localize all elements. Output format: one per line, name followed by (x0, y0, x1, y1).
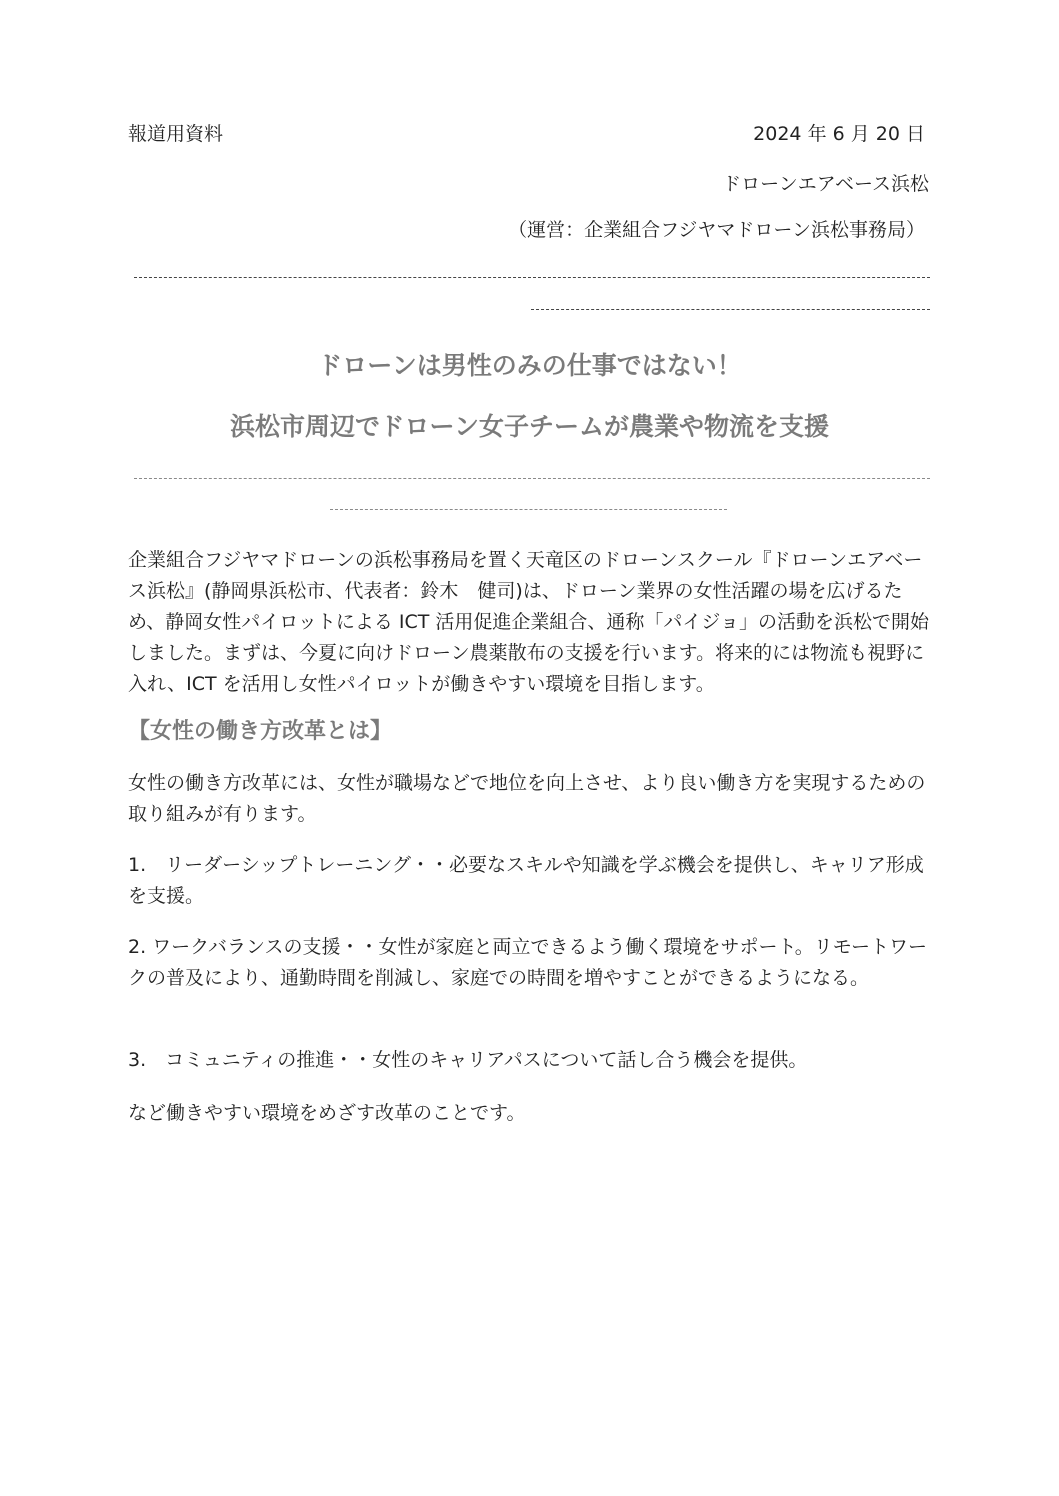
release-date: 2024 年 6 月 20 日 (753, 123, 925, 145)
headline-main: ドローンは男性のみの仕事ではない！ (317, 351, 742, 380)
separator-mid-line-2 (330, 509, 727, 510)
headline-sub: 浜松市周辺でドローン女子チームが農業や物流を支援 (229, 412, 829, 441)
separator-top-line-2 (531, 309, 930, 310)
intro-paragraph: 企業組合フジヤマドローンの浜松事務局を置く天竜区のドローンスクール『ドローンエアベース浜松』(静岡県浜松市、代表者：鈴木 健司)は、ドローン業界の女性活躍の場を広げるため、静岡女性パイロットによる ICT 活用促進企業組合、通称「パイジョ」の活動を浜松で開始しました。まずは、今夏に向けドローン農薬散布の支援を行います。将来的には物流も視野に入れ、ICT を活用し女性パイロットが働きやすい環境を目指します。 (128, 549, 930, 695)
operator-note: （運営：企業組合フジヤマドローン浜松事務局） (508, 219, 925, 241)
list-item: 3. コミュニティの推進・・女性のキャリアパスについて話し合う機会を提供。 (128, 1049, 808, 1071)
list-item: 1. リーダーシップトレーニング・・必要なスキルや知識を学ぶ機会を提供し、キャリア形成を支援。 (128, 854, 924, 907)
section-heading: 【女性の働き方改革とは】 (128, 719, 393, 744)
separator-top-line-1 (134, 277, 930, 278)
issuer-name: ドローンエアベース浜松 (722, 173, 929, 195)
list-item: 2. ワークバランスの支援・・女性が家庭と両立できるよう働く環境をサポート。リモートワークの普及により、通勤時間を削減し、家庭での時間を増やすことができるようになる。 (128, 936, 927, 989)
closing-sentence: など働きやすい環境をめざす改革のことです。 (128, 1102, 526, 1124)
document-type: 報道用資料 (128, 123, 224, 145)
separator-mid-line-1 (134, 478, 930, 479)
section-lead: 女性の働き方改革には、女性が職場などで地位を向上させ、より良い働き方を実現するための取り組みが有ります。 (128, 772, 926, 825)
